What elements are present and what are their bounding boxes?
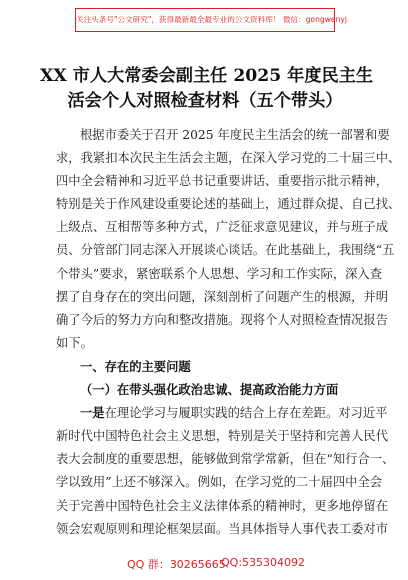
intro-paragraph — [56, 124, 401, 355]
point-line: 学以致用”上还不够深入。例如，在学习党的二十届四中全会 — [56, 475, 383, 490]
footer-qq-group: QQ 群：30265665 — [127, 558, 226, 571]
intro-line: 员、分管部门同志深入开展谈心谈话。在此基础上，我围绕“五 — [56, 243, 395, 258]
page-footer — [0, 556, 408, 576]
promo-banner: 关注头条号"公文研究"，获得最新最全最专业的公文资料库！ 微信：gongwenyj — [75, 8, 335, 32]
point-line: 表大会制度的重要思想，能够做到常学常新，但在“知行合一、 — [56, 452, 395, 467]
intro-line: 个带头”要求，紧密联系个人思想、学习和工作实际，深入查 — [56, 266, 383, 281]
intro-line: 根据市委关于召开 2025 年度民主生活会的统一部署和要 — [80, 128, 390, 142]
point-paragraph — [56, 401, 395, 541]
intro-line: 上级点、互相帮等多种方式，广泛征求意见建议，并与班子成 — [56, 220, 389, 235]
intro-line: 四中全会精神和习近平总书记重要讲话、重要指示批示精神， — [56, 174, 389, 189]
title-line-2: 活会个人对照检查材料（五个带头） — [67, 91, 343, 111]
intro-line: 确了今后的努力方向和整改措施。现将个人对照检查情况报告 — [56, 312, 389, 327]
footer-qq: QQ:535304092 — [221, 556, 306, 569]
intro-line: 摆了自身存在的突出问题，深刻剖析了问题产生的根源，并明 — [56, 289, 389, 304]
point-lead: 一是 — [80, 405, 105, 421]
point-line: 领会宏观原则和理论框架层面。当具体指导人事代表工委对市 — [56, 521, 389, 536]
section-heading: 一、存在的主要问题 — [80, 358, 191, 374]
point-line: 关于完善中国特色社会主义法律体系的精神时，更多地停留在 — [56, 498, 389, 513]
point-first-line-text: 在理论学习与履职实践的结合上存在差距。对习近平 — [104, 406, 388, 421]
title-line-1: XX 市人大常委会副主任 2025 年度民主生 — [40, 66, 374, 86]
intro-line: 特别是关于作风建设重要论述的基础上，通过群众提、自己找、 — [56, 197, 401, 212]
point-first-line — [56, 401, 388, 425]
intro-line: 如下。 — [56, 335, 93, 350]
subsection-heading: （一）在带头强化政治忠诚、提高政治能力方面 — [80, 382, 339, 398]
document-title — [40, 64, 374, 114]
point-line: 新时代中国特色社会主义思想，特别是关于坚持和完善人民代 — [56, 429, 389, 444]
document-body — [56, 124, 401, 541]
intro-line: 求，我紧扣本次民主生活会主题，在深入学习党的二十届三中、 — [56, 151, 401, 166]
